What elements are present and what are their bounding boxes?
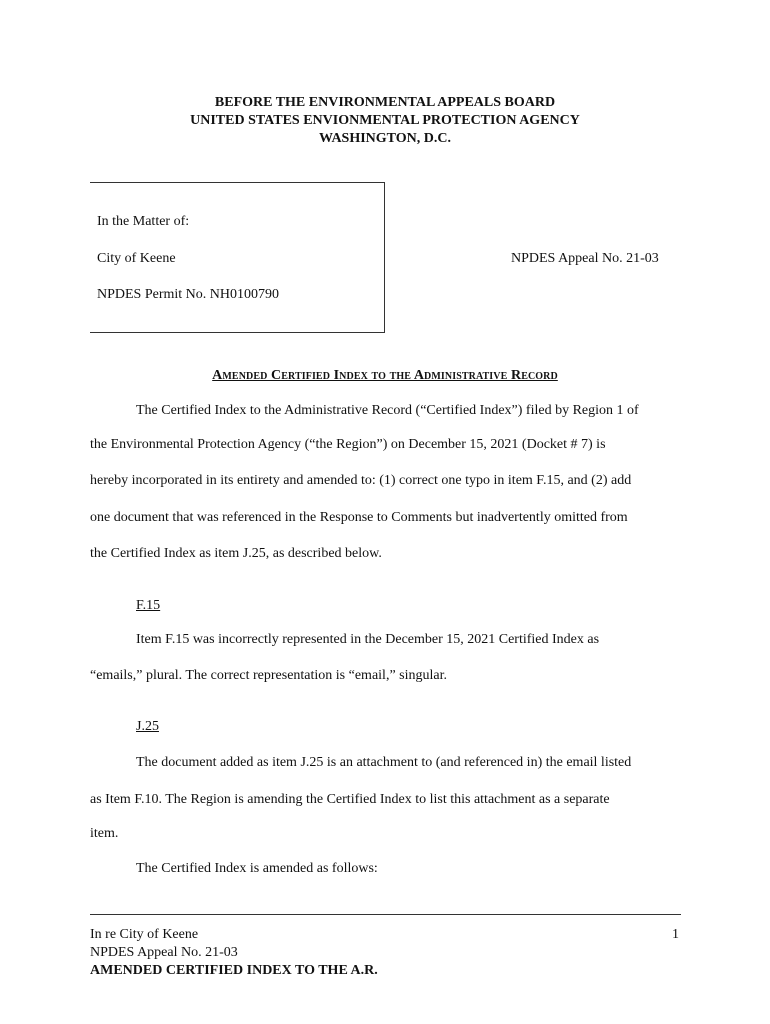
caption-party: City of Keene (97, 251, 176, 266)
page-number: 1 (672, 927, 679, 942)
footer-document-title: AMENDED CERTIFIED INDEX TO THE A.R. (90, 963, 378, 978)
closing-line: The Certified Index is amended as follows: (136, 861, 378, 876)
caption-matter: In the Matter of: (97, 214, 190, 229)
section-f15-line-1: Item F.15 was incorrectly represented in the December 15, 2021 Certified Index as (136, 632, 600, 647)
document-title: Amended Certified Index to the Administrative Record (212, 368, 558, 383)
header-line-1: BEFORE THE ENVIRONMENTAL APPEALS BOARD (214, 95, 556, 110)
footer-divider (90, 914, 681, 915)
header-line-3: WASHINGTON, D.C. (319, 131, 451, 146)
section-f15-heading: F.15 (136, 598, 161, 613)
section-f15-line-2: “emails,” plural. The correct representation is “email,” singular. (90, 668, 447, 683)
header-line-2: UNITED STATES ENVIONMENTAL PROTECTION AGENCY (190, 113, 580, 128)
section-j25-line-1: The document added as item J.25 is an attachment to (and referenced in) the email listed (136, 755, 632, 770)
section-j25-line-3: item. (90, 826, 119, 841)
section-j25-line-2: as Item F.10. The Region is amending the Certified Index to list this attachment as a separate (90, 792, 610, 807)
intro-line-2: the Environmental Protection Agency (“the Region”) on December 15, 2021 (Docket # 7) is (90, 437, 606, 452)
intro-line-3: hereby incorporated in its entirety and amended to: (1) correct one typo in item F.15, and (2) add (90, 473, 632, 488)
intro-line-4: one document that was referenced in the Response to Comments but inadvertently omitted from (90, 510, 628, 525)
intro-line-1: The Certified Index to the Administrative Record (“Certified Index”) filed by Region 1 of (136, 403, 639, 418)
intro-line-5: the Certified Index as item J.25, as described below. (90, 546, 382, 561)
footer-appeal-number: NPDES Appeal No. 21-03 (90, 945, 238, 960)
section-j25-heading: J.25 (136, 719, 159, 734)
caption-appeal-number: NPDES Appeal No. 21-03 (511, 251, 659, 266)
footer-case-name: In re City of Keene (90, 927, 199, 942)
caption-permit: NPDES Permit No. NH0100790 (97, 287, 280, 302)
